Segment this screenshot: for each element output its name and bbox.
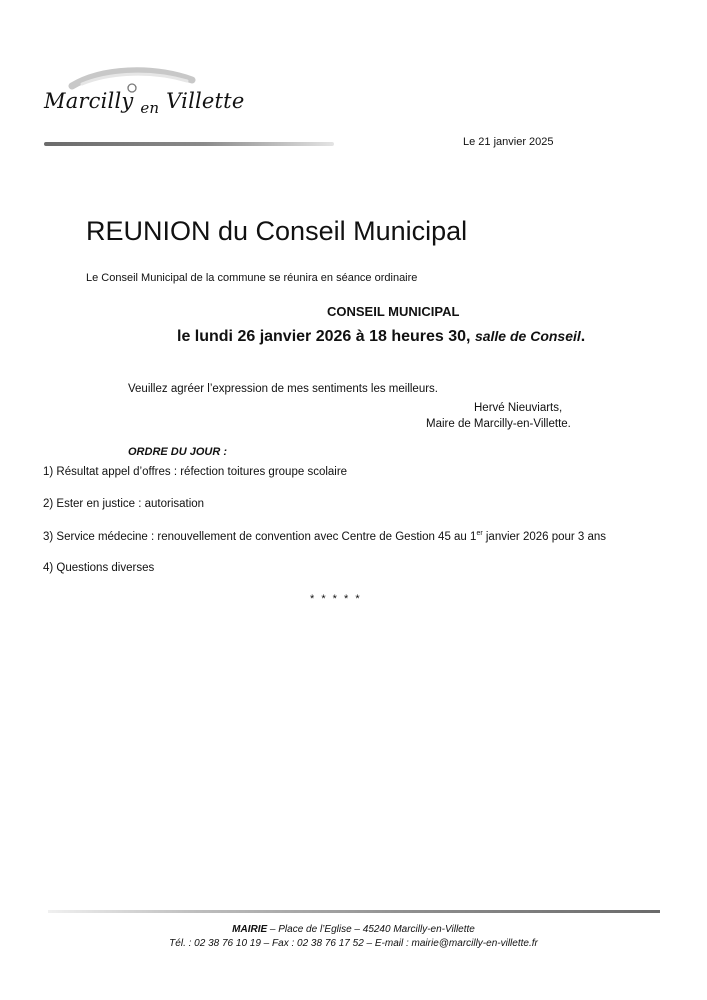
footer-address [0, 924, 707, 935]
signature-role: Maire de Marcilly-en-Villette. [426, 418, 571, 430]
meeting-date-time: le lundi 26 janvier 2026 à 18 heures 30, [177, 328, 471, 345]
footer-rule [48, 910, 660, 913]
logo-word-3: Villette [166, 89, 245, 113]
letter-date: Le 21 janvier 2025 [463, 136, 554, 148]
footer-address-text: – Place de l’Eglise – 45240 Marcilly-en-Villette [267, 924, 475, 935]
conseil-label: CONSEIL MUNICIPAL [327, 304, 460, 319]
agenda-item: 4) Questions diverses [43, 562, 155, 574]
closing-text: Veuillez agréer l’expression de mes sentiments les meilleurs. [128, 383, 439, 395]
signature-name: Hervé Nieuviarts, [474, 402, 563, 414]
agenda-item: 2) Ester en justice : autorisation [43, 498, 205, 510]
footer-mairie-label: MAIRIE [232, 924, 268, 935]
intro-text: Le Conseil Municipal de la commune se réunira en séance ordinaire [86, 272, 418, 284]
separator-stars: * * * * * [310, 593, 362, 605]
meeting-period: . [580, 328, 586, 345]
meeting-location: salle de Conseil [474, 328, 581, 344]
header-rule [44, 142, 334, 146]
meeting-dateline [177, 328, 585, 346]
logo-word-1: Marcilly [44, 89, 134, 113]
agenda-item-text: 3) Service médecine : renouvellement de convention avec Centre de Gestion 45 au 1 [43, 530, 477, 543]
agenda-item [43, 530, 606, 543]
logo-word-2: en [140, 99, 160, 117]
agenda-heading: ORDRE DU JOUR : [128, 446, 228, 458]
agenda-item: 1) Résultat appel d’offres : réfection toitures groupe scolaire [43, 466, 348, 478]
agenda-item-text: janvier 2026 pour 3 ans [482, 530, 607, 543]
agenda-item-sup: er [476, 530, 483, 537]
footer-contact: Tél. : 02 38 76 10 19 – Fax : 02 38 76 17 52 – E-mail : mairie@marcilly-en-villette.fr [169, 938, 538, 949]
page-title: REUNION du Conseil Municipal [86, 216, 468, 246]
logo [44, 89, 245, 117]
